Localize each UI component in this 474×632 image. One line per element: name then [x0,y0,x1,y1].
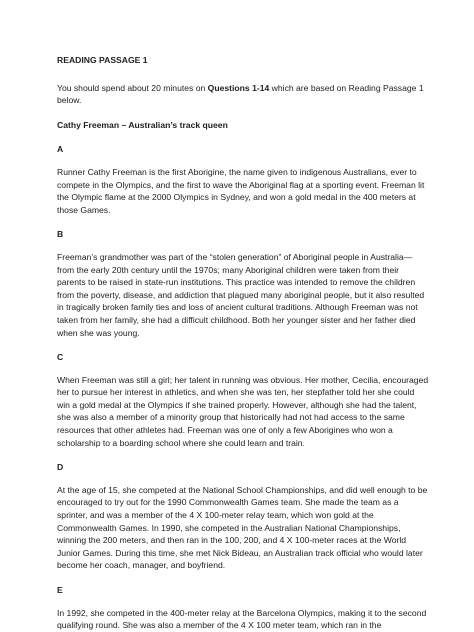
section-letter-d: D [57,462,64,473]
section-letter-a: A [57,144,64,155]
section-letter-c: C [57,352,64,363]
section-letter-e: E [57,585,63,595]
section-text-d: At the age of 15, she competed at the National School Championships, and did well enough to be encouraged to try out for the 1990 Commonwealth Games team. She made the team as a sprinter, and was a member of the 4 X 100-meter relay team, which won gold at the Commonwealth Games. In 1990, she competed in the Australian National Championships, winning the 200 meters, and then ran in the 100, 200, and 4 X 100-meter races at the World Junior Games. During this time, she met Nick Bideau, an Australian track official who would later become her coach, manager, and boyfriend. [57,484,428,571]
document-body [57,54,429,632]
section-text-e: In 1992, she competed in the 400-meter relay at the Barcelona Olympics, making it to the second qualifying round. She was also a member of the 4 X 100 meter team, which ran in the [57,607,427,631]
intro-instructions [57,82,429,107]
section-text-c: When Freeman was still a girl; her talent in running was obvious. Her mother, Cecilia, encouraged her to pursue her interest in athletics, and when she was ten, her stepfather told her she could win a gold medal at the Olympics if she trained properly. However, although she had the talent, she was also a member of a minority group that historically had not had access to the same resources that other athletes had. Freeman was one of only a few Aborigines who won a scholarship to a boarding school where she could learn and train. [57,374,429,448]
section-text-a: Runner Cathy Freeman is the first Aborigine, the name given to indigenous Australians, ever to compete in the Olympics, and the first to wave the Aboriginal flag at a sporting event. Freeman lit the Olympic flame at the 2000 Olympics in Sydney, and won a gold medal in the 400 meters at those Games. [57,166,425,215]
intro-questions-range: Questions 1-14 [207,82,270,93]
intro-prefix: You should spend about 20 minutes on [57,82,208,93]
intro-suffix: which are based on Reading Passage 1 below. [57,82,424,106]
section-letter-b: B [57,229,64,240]
passage-heading: READING PASSAGE 1 [57,55,148,65]
section-text-b: Freeman’s grandmother was part of the “stolen generation” of Aboriginal people in Australia—from the early 20th century until the 1970s; many Aboriginal children were taken from their parents to be raised in state-run institutions. This practice was intended to remove the children from the poverty, disease, and addiction that plagued many aboriginal people, but it also resulted in tragically broken family ties and loss of ancient cultural traditions. Although Freeman was not taken from her family, she had a difficult childhood. Both her younger sister and her father died when she was young. [57,251,425,338]
article-title: Cathy Freeman – Australian’s track queen [57,119,228,130]
